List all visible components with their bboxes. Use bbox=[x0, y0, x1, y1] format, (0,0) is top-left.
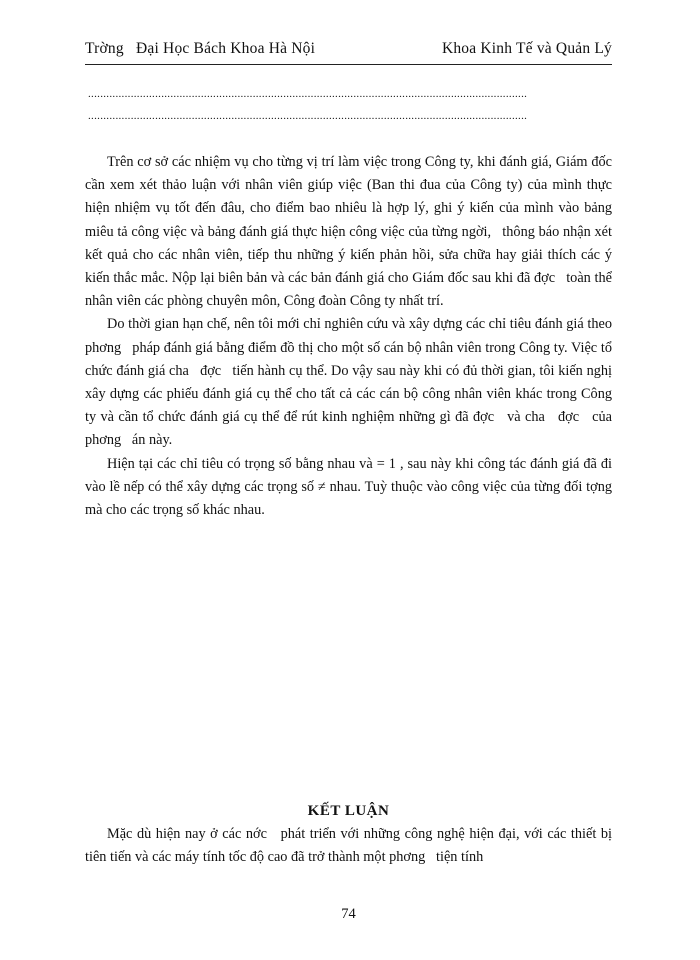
paragraph-3: Hiện tại các chỉ tiêu có trọng số bằng nhau và = 1 , sau này khi công tác đánh giá đã đi vào lề nếp có thể xây dựng các trọng số ≠ nhau. Tuỳ thuộc vào công việc của từng đối tợng mà cho các trọng số khác nhau. bbox=[85, 455, 623, 519]
conclusion-paragraph: Mặc dù hiện nay ở các nớc phát triển với những công nghệ hiện đại, với các thiết bị tiên tiến và các máy tính tốc độ cao đã trở thành một phơng tiện tính bbox=[85, 826, 616, 866]
paragraph-1: Trên cơ sở các nhiệm vụ cho từng vị trí làm việc trong Công ty, khi đánh giá, Giám đốc cần xem xét thảo luận với nhân viên giúp việc (Ban thi đua của Công ty) của mình thực hiện nhiệm vụ tốt đến đâu, cho điểm bao nhiêu là hợp lý, ghi ý kiến của mình vào bảng miêu tả công việc và bảng đánh giá thực hiện công việc của từng ngời, thông báo nhận xét kết quả cho các nhân viên, tiếp thu những ý kiến phản hồi, sửa chữa hay giải thích các ý kiến thắc mắc. Nộp lại biên bản và các bản đánh giá cho Giám đốc sau khi đã đợc toàn thể nhân viên các phòng chuyên môn, Công đoàn Công ty nhất trí. bbox=[85, 154, 616, 310]
conclusion-text bbox=[85, 823, 616, 869]
header-faculty: Khoa Kinh Tế và Quản Lý bbox=[441, 40, 612, 57]
page-header bbox=[85, 40, 612, 58]
page-number: 74 bbox=[341, 906, 356, 922]
paragraph-2: Do thời gian hạn chế, nên tôi mới chỉ nghiên cứu và xây dựng các chỉ tiêu đánh giá theo phơng pháp đánh giá bằng điểm đồ thị cho một số cán bộ nhân viên trong Công ty. Việc tổ chức đánh giá cha đợc tiến hành cụ thể. Do vậy sau này khi có đủ thời gian, tôi kiến nghị xây dựng các phiếu đánh giá cụ thể cho tất cả các cán bộ công nhân viên khác trong Công ty và cần tổ chức đánh giá cụ thể để rút kinh nghiệm những gì đã đợc và cha đợc của phơng án này. bbox=[85, 316, 616, 449]
dotted-line-2: ................................................................................................................................................ bbox=[88, 110, 528, 122]
body-text bbox=[85, 151, 623, 522]
conclusion-heading: KẾT LUẬN bbox=[307, 803, 390, 819]
dotted-line-1: ................................................................................................................................................ bbox=[88, 88, 528, 100]
header-rule bbox=[85, 64, 612, 65]
header-school: Trờng Đại Học Bách Khoa Hà Nội bbox=[85, 40, 316, 57]
